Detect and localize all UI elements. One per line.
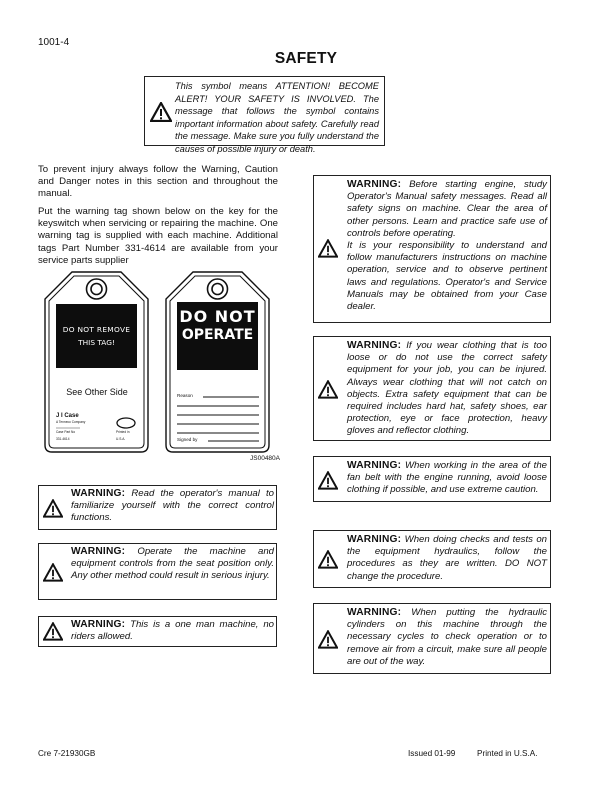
attention-box <box>144 76 385 154</box>
warning-text: When doing checks and tests on the equipment hydraulics, follow the procedures as they are written. DO NOT change the procedure. <box>347 534 547 582</box>
warning-box <box>313 603 551 674</box>
warning-box <box>38 543 277 600</box>
tag-front-part-label: Case Part No <box>56 430 76 434</box>
warning-triangle-icon <box>318 630 338 649</box>
tag-front-printed-country: U.S.A. <box>116 437 126 441</box>
warning-label: WARNING: <box>347 340 402 351</box>
warning-triangle-icon <box>43 499 63 518</box>
warning-label: WARNING: <box>71 546 126 557</box>
warning-label: WARNING: <box>71 488 126 499</box>
intro-paragraph-2: Put the warning tag shown below on the key for the keyswitch when servicing or repairing the machine. One warning tag is supplied with each machine. Additional tags Part Number 331-4614 are available from your service parts supplier <box>38 206 278 266</box>
warning-tag-back <box>165 271 270 453</box>
warning-triangle-icon <box>43 622 63 641</box>
attention-text: This symbol means ATTENTION! BECOME ALERT! YOUR SAFETY IS INVOLVED. The message that follows the symbol contains important information about safety. Carefully read the message. Make sure you fully understand the causes of possible injury or death. <box>175 81 379 154</box>
intro-paragraph-1: To prevent injury always follow the Warning, Caution and Danger notes in this section and throughout the manual. <box>38 164 278 200</box>
warning-text: Operate the machine and equipment controls from the seat position only. Any other method could result in serious injury. <box>71 546 274 582</box>
warning-box <box>313 456 551 502</box>
warning-box <box>313 336 551 441</box>
warning-label: WARNING: <box>71 619 126 630</box>
warning-triangle-icon <box>150 102 172 122</box>
warning-label: WARNING: <box>347 179 402 190</box>
warning-text: Before starting engine, study Operator's Manual safety messages. Read all safety signs on machine. Clear the area of other persons. Learn and practice safe use of controls before operating. <box>347 179 547 239</box>
warning-text: When putting the hydraulic cylinders on this machine through the necessary cycles to check operation or to remove air from a circuit, make sure all people are out of the way. <box>347 607 547 667</box>
warning-label: WARNING: <box>347 460 402 471</box>
footer-issued: Issued 01-99 <box>408 749 456 758</box>
warning-triangle-icon <box>318 471 338 490</box>
warning-text-responsibility: It is your responsibility to understand and follow manufacturers instructions on machine operation, service and to observe pertinent laws and regulations. Operator's and Service Manuals may be obtained from your Case dealer. <box>347 240 547 313</box>
tag-back-line1: DO NOT <box>179 307 256 326</box>
warning-triangle-icon <box>318 550 338 569</box>
tag-back-reason-label: Reason <box>177 393 193 398</box>
warning-box <box>38 485 277 530</box>
tag-front-see-other-side: See Other Side <box>66 387 128 397</box>
footer-doc-number: Cre 7-21930GB <box>38 749 96 758</box>
warning-box <box>313 175 551 323</box>
warning-label: WARNING: <box>347 534 402 545</box>
tag-front-line1: DO NOT REMOVE <box>62 325 131 334</box>
warning-triangle-icon <box>318 380 338 399</box>
page-title: SAFETY <box>274 50 338 67</box>
warning-label: WARNING: <box>347 607 402 618</box>
tag-front-brand: J I Case <box>56 413 79 419</box>
figure-id: JS00480A <box>250 455 280 462</box>
warning-triangle-icon <box>43 563 63 582</box>
warning-box <box>313 530 551 588</box>
tag-back-line2: OPERATE <box>181 327 254 343</box>
page-number: 1001-4 <box>38 37 70 48</box>
warning-text: This is a one man machine, no riders allowed. <box>71 619 274 643</box>
warning-text: Read the operator's manual to familiarize yourself with the correct control functions. <box>71 488 274 524</box>
warning-triangle-icon <box>318 239 338 258</box>
warning-box <box>38 616 277 647</box>
warning-text: When working in the area of the fan belt with the engine running, avoid loose clothing if possible, and use extreme caution. <box>347 460 547 496</box>
warning-text: If you wear clothing that is too loose or do not use the correct safety equipment for your job, you can be injured. Always wear clothing that will not catch on objects. Extra safety equipment that can be required includes hard hat, safety shoes, ear protection, eye or face protection, heavy gloves and reflector clothing. <box>347 340 548 437</box>
tag-front-part-number: 331-4614 <box>56 437 70 441</box>
tag-front-brand-sub: A Tenneco Company <box>56 420 86 424</box>
warning-tag-front <box>44 271 149 453</box>
tag-front-line2: THIS TAG! <box>78 338 115 347</box>
footer-printed: Printed in U.S.A. <box>477 749 538 758</box>
tag-front-printed-label: Printed in <box>116 430 130 434</box>
tag-back-signed-label: Signed by <box>177 437 198 442</box>
